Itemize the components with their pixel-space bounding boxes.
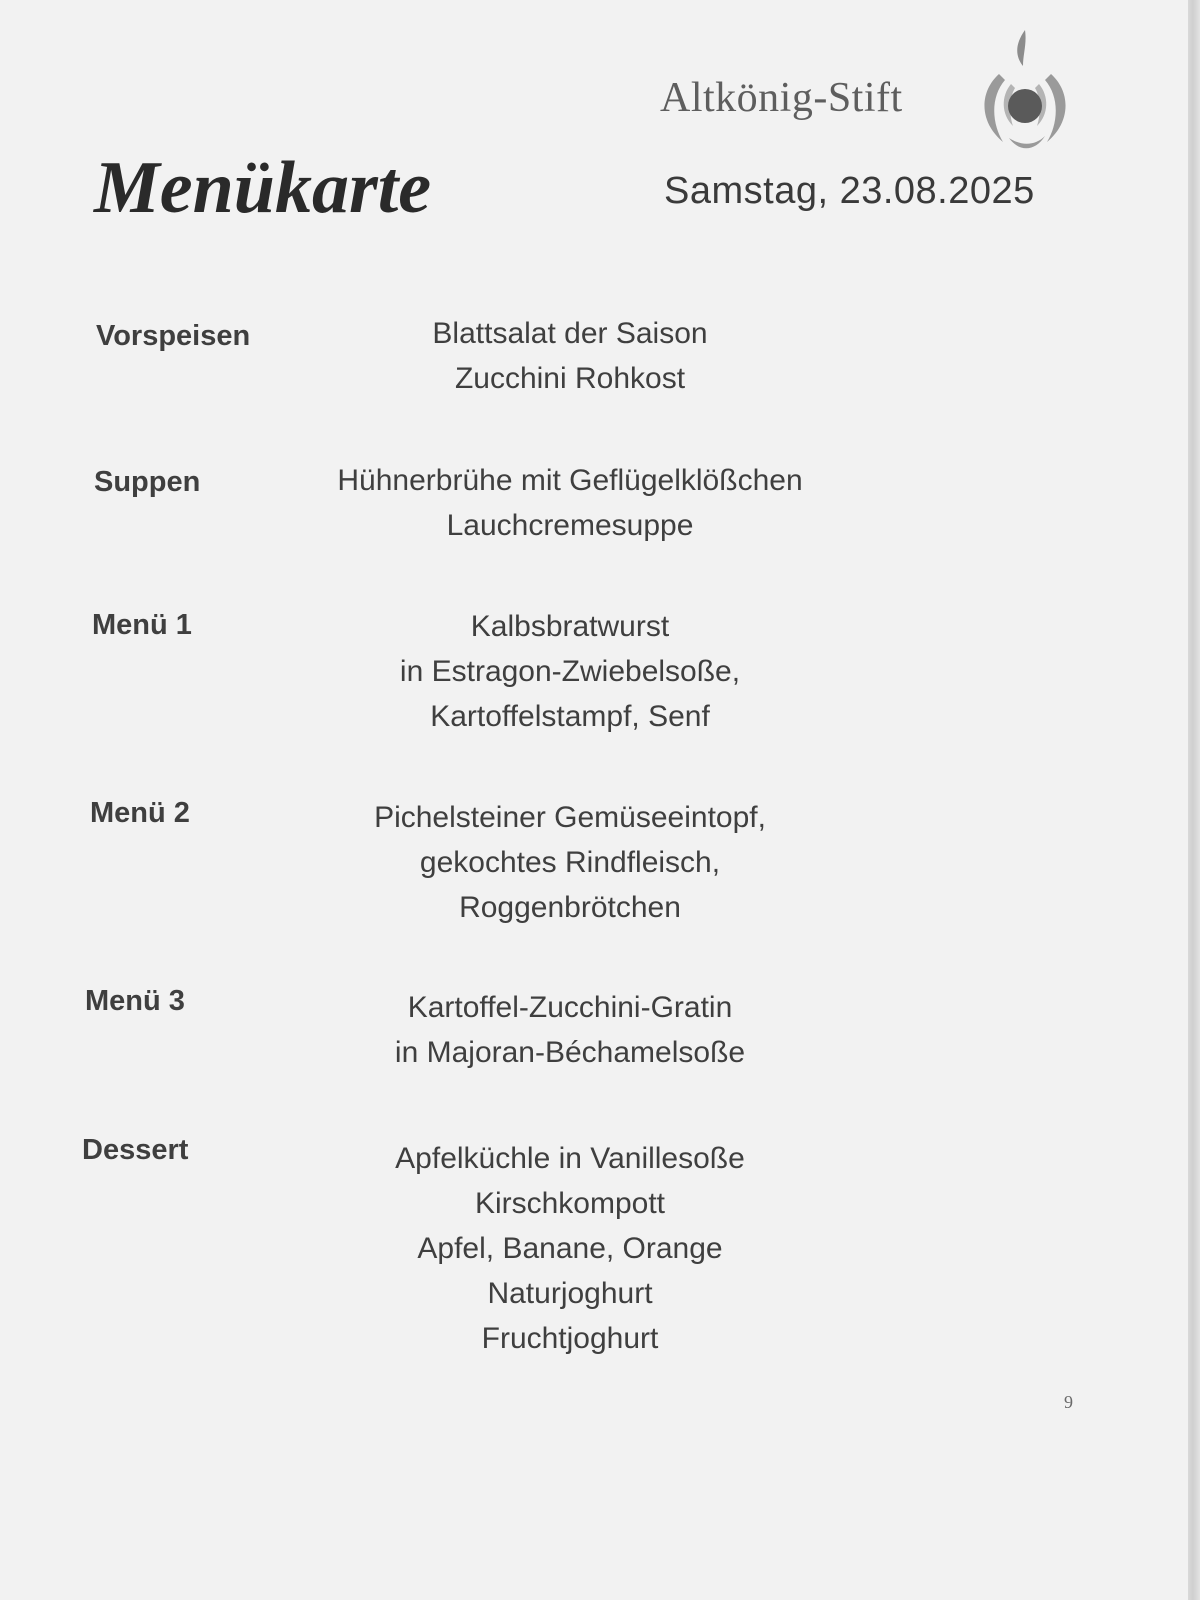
menu-item: Kartoffelstampf, Senf	[430, 700, 710, 733]
page-title: Menükarte	[94, 147, 432, 229]
section-label-menu-2: Menü 2	[90, 797, 190, 829]
brand-name: Altkönig-Stift	[660, 75, 903, 121]
menu-item: Pichelsteiner Gemüseeintopf,	[374, 801, 766, 834]
section-label-dessert: Dessert	[82, 1134, 189, 1166]
menu-item: Zucchini Rohkost	[454, 362, 686, 395]
menu-item: Kartoffel-Zucchini-Gratin	[407, 991, 733, 1024]
menu-item: Lauchcremesuppe	[446, 509, 694, 542]
section-items-vorspeisen	[260, 311, 880, 401]
menu-item: Naturjoghurt	[487, 1277, 653, 1310]
menu-item: Blattsalat der Saison	[432, 317, 708, 350]
section-items-menu-2	[260, 795, 880, 930]
section-label-vorspeisen: Vorspeisen	[96, 320, 251, 352]
section-label-menu-3: Menü 3	[85, 985, 185, 1017]
menu-item: gekochtes Rindfleisch,	[419, 846, 721, 879]
section-items-menu-3	[260, 985, 880, 1075]
paper-edge	[1188, 0, 1200, 1600]
section-items-menu-1	[260, 604, 880, 739]
menu-item: Kalbsbratwurst	[470, 610, 670, 643]
menu-item: Apfelküchle in Vanillesoße	[395, 1142, 745, 1175]
menu-item: Kirschkompott	[474, 1187, 666, 1220]
section-items-suppen	[260, 458, 880, 548]
menu-item: Fruchtjoghurt	[481, 1322, 659, 1355]
altkoenig-stift-logo-icon	[965, 26, 1085, 156]
menu-item: Hühnerbrühe mit Geflügelklößchen	[337, 464, 803, 497]
page-number: 9	[1064, 1392, 1073, 1412]
section-items-dessert	[260, 1136, 880, 1361]
section-label-menu-1: Menü 1	[92, 609, 192, 641]
menu-item: Apfel, Banane, Orange	[417, 1232, 723, 1265]
menu-date: Samstag, 23.08.2025	[664, 170, 1035, 212]
menu-item: in Majoran-Béchamelsoße	[394, 1036, 746, 1069]
section-label-suppen: Suppen	[94, 466, 201, 498]
menu-item: in Estragon-Zwiebelsoße,	[399, 655, 741, 688]
menu-item: Roggenbrötchen	[459, 891, 681, 924]
